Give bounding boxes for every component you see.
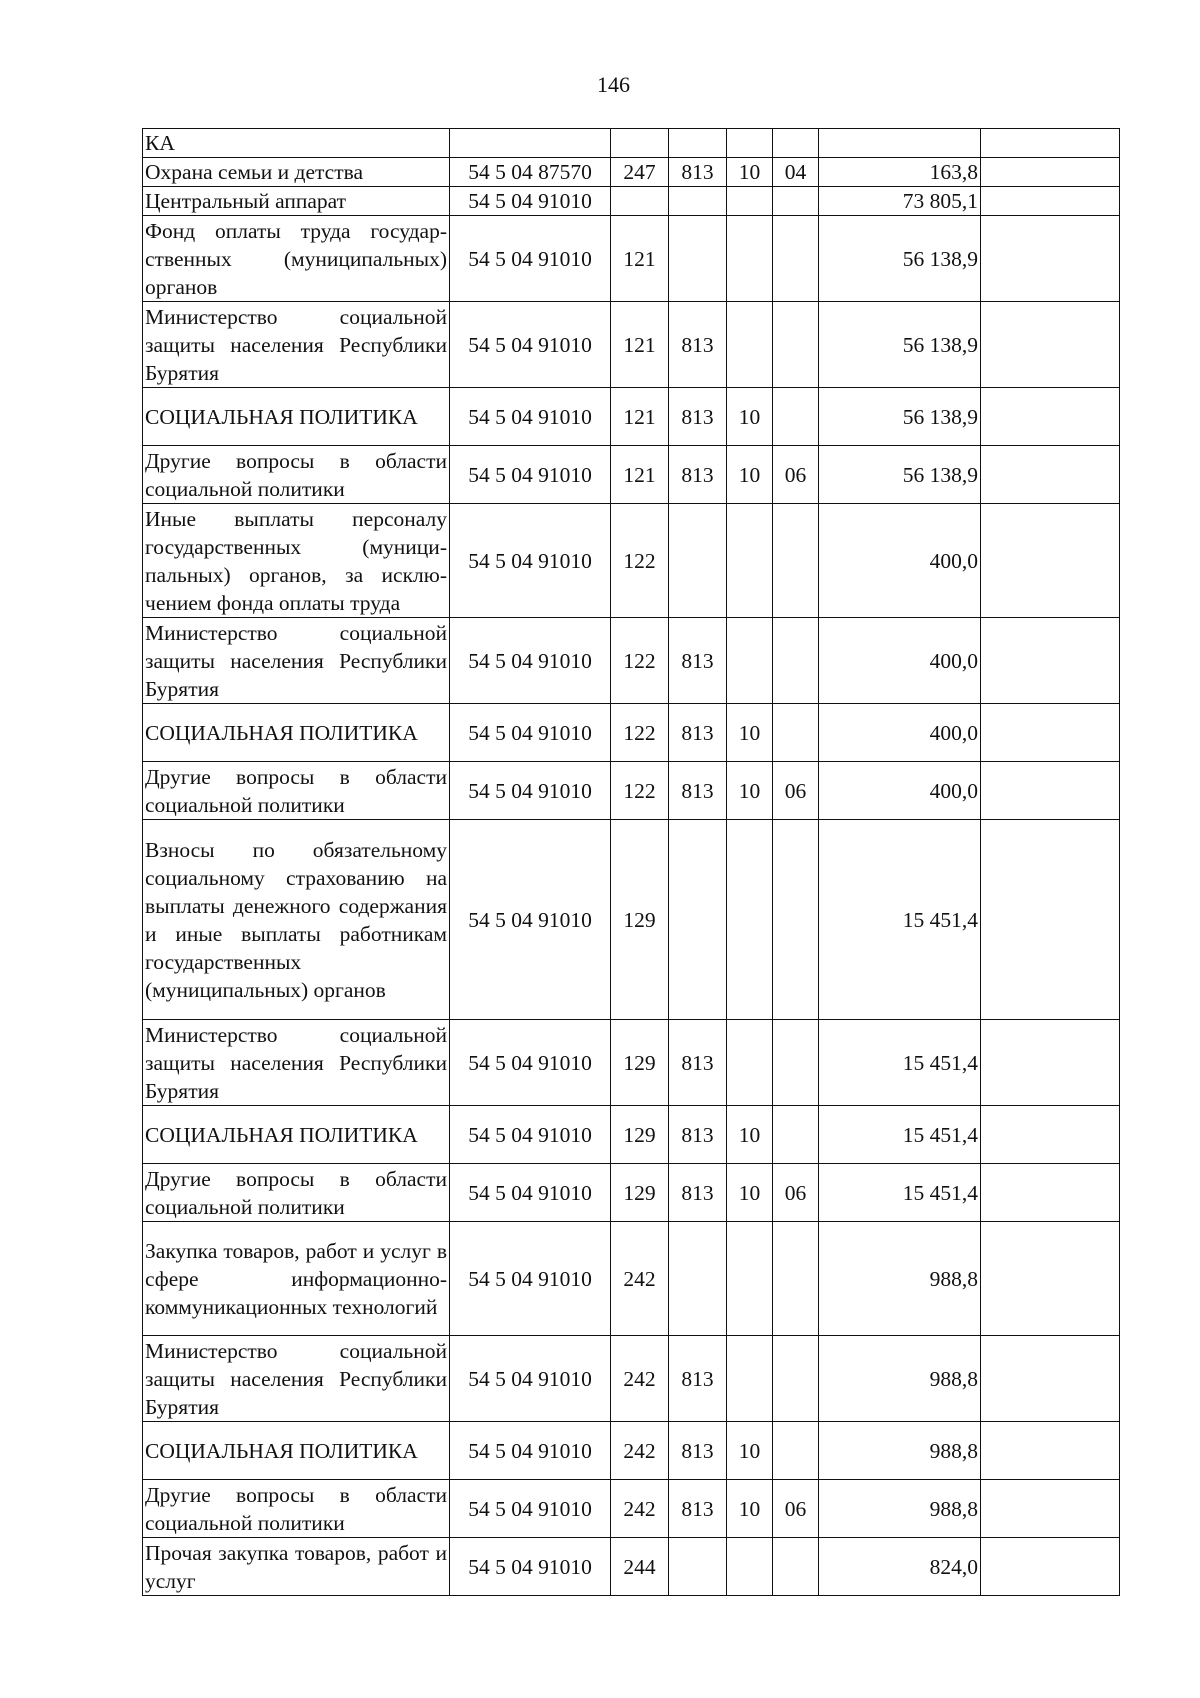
- empty-cell: [981, 820, 1120, 1020]
- empty-cell: [981, 504, 1120, 618]
- target-code-cell: 54 5 04 91010: [450, 762, 611, 820]
- subsection-cell: 06: [773, 446, 819, 504]
- section-cell: 10: [727, 1422, 773, 1480]
- expense-type-cell: [611, 129, 669, 158]
- amount-cell: [819, 129, 981, 158]
- row-name-cell: Министерство социальной защиты населения Республики Бурятия: [143, 1336, 450, 1422]
- empty-cell: [981, 1538, 1120, 1596]
- section-cell: [727, 1538, 773, 1596]
- target-code-cell: 54 5 04 91010: [450, 302, 611, 388]
- target-code-cell: 54 5 04 91010: [450, 446, 611, 504]
- target-code-cell: 54 5 04 91010: [450, 1020, 611, 1106]
- row-name-cell: СОЦИАЛЬНАЯ ПОЛИТИКА: [143, 1422, 450, 1480]
- table-row: [143, 820, 1120, 1020]
- empty-cell: [981, 1422, 1120, 1480]
- administrator-code-cell: 813: [669, 1106, 727, 1164]
- section-cell: [727, 1222, 773, 1336]
- expense-type-cell: 129: [611, 1106, 669, 1164]
- administrator-code-cell: 813: [669, 158, 727, 187]
- administrator-code-cell: 813: [669, 302, 727, 388]
- amount-cell: 400,0: [819, 504, 981, 618]
- administrator-code-cell: [669, 1222, 727, 1336]
- target-code-cell: 54 5 04 91010: [450, 1538, 611, 1596]
- empty-cell: [981, 762, 1120, 820]
- empty-cell: [981, 1336, 1120, 1422]
- target-code-cell: 54 5 04 91010: [450, 388, 611, 446]
- section-cell: [727, 504, 773, 618]
- subsection-cell: [773, 216, 819, 302]
- section-cell: 10: [727, 1164, 773, 1222]
- amount-cell: 988,8: [819, 1336, 981, 1422]
- empty-cell: [981, 302, 1120, 388]
- subsection-cell: [773, 1422, 819, 1480]
- administrator-code-cell: 813: [669, 1336, 727, 1422]
- administrator-code-cell: [669, 187, 727, 216]
- target-code-cell: 54 5 04 87570: [450, 158, 611, 187]
- table-row: [143, 216, 1120, 302]
- administrator-code-cell: [669, 1538, 727, 1596]
- empty-cell: [981, 446, 1120, 504]
- amount-cell: 15 451,4: [819, 1164, 981, 1222]
- amount-cell: 56 138,9: [819, 216, 981, 302]
- administrator-code-cell: 813: [669, 618, 727, 704]
- row-name-cell: Взносы по обязательному социальному страхованию на выплаты денежного содержания и иные выплаты работникам государственных (муниципальных) органов: [143, 820, 450, 1020]
- row-name-cell: Прочая закупка товаров, работ и услуг: [143, 1538, 450, 1596]
- table-row: [143, 388, 1120, 446]
- row-name-cell: КА: [143, 129, 450, 158]
- subsection-cell: [773, 618, 819, 704]
- subsection-cell: [773, 1222, 819, 1336]
- budget-table: [142, 128, 1120, 1596]
- amount-cell: 15 451,4: [819, 1106, 981, 1164]
- row-name-cell: Центральный аппарат: [143, 187, 450, 216]
- amount-cell: 56 138,9: [819, 388, 981, 446]
- expense-type-cell: 242: [611, 1222, 669, 1336]
- section-cell: [727, 820, 773, 1020]
- subsection-cell: [773, 1336, 819, 1422]
- amount-cell: 15 451,4: [819, 820, 981, 1020]
- target-code-cell: 54 5 04 91010: [450, 1164, 611, 1222]
- empty-cell: [981, 1106, 1120, 1164]
- amount-cell: 56 138,9: [819, 446, 981, 504]
- subsection-cell: [773, 820, 819, 1020]
- section-cell: [727, 302, 773, 388]
- row-name-cell: СОЦИАЛЬНАЯ ПОЛИТИКА: [143, 1106, 450, 1164]
- row-name-cell: СОЦИАЛЬНАЯ ПОЛИТИКА: [143, 388, 450, 446]
- section-cell: [727, 1336, 773, 1422]
- target-code-cell: 54 5 04 91010: [450, 504, 611, 618]
- expense-type-cell: 242: [611, 1480, 669, 1538]
- target-code-cell: 54 5 04 91010: [450, 820, 611, 1020]
- section-cell: [727, 216, 773, 302]
- expense-type-cell: [611, 187, 669, 216]
- table-row: [143, 1164, 1120, 1222]
- subsection-cell: [773, 704, 819, 762]
- target-code-cell: 54 5 04 91010: [450, 1222, 611, 1336]
- expense-type-cell: 121: [611, 302, 669, 388]
- administrator-code-cell: 813: [669, 704, 727, 762]
- administrator-code-cell: [669, 504, 727, 618]
- expense-type-cell: 129: [611, 1164, 669, 1222]
- target-code-cell: 54 5 04 91010: [450, 704, 611, 762]
- amount-cell: 988,8: [819, 1422, 981, 1480]
- amount-cell: 56 138,9: [819, 302, 981, 388]
- table-row: [143, 129, 1120, 158]
- amount-cell: 988,8: [819, 1480, 981, 1538]
- subsection-cell: 06: [773, 1480, 819, 1538]
- subsection-cell: 04: [773, 158, 819, 187]
- target-code-cell: [450, 129, 611, 158]
- section-cell: 10: [727, 762, 773, 820]
- empty-cell: [981, 1020, 1120, 1106]
- row-name-cell: СОЦИАЛЬНАЯ ПОЛИТИКА: [143, 704, 450, 762]
- table-row: [143, 158, 1120, 187]
- subsection-cell: 06: [773, 762, 819, 820]
- row-name-cell: Иные выплаты персоналу государственных (муниципальных) органов, за исключением фонда оплаты труда: [143, 504, 450, 618]
- target-code-cell: 54 5 04 91010: [450, 1480, 611, 1538]
- table-row: [143, 1222, 1120, 1336]
- row-name-cell: Министерство социальной защиты населения Республики Бурятия: [143, 302, 450, 388]
- expense-type-cell: 122: [611, 618, 669, 704]
- amount-cell: 15 451,4: [819, 1020, 981, 1106]
- administrator-code-cell: 813: [669, 446, 727, 504]
- row-name-cell: Другие вопросы в области социальной политики: [143, 446, 450, 504]
- empty-cell: [981, 1480, 1120, 1538]
- expense-type-cell: 122: [611, 504, 669, 618]
- empty-cell: [981, 129, 1120, 158]
- table-row: [143, 618, 1120, 704]
- row-name-cell: Другие вопросы в области социальной политики: [143, 762, 450, 820]
- table-row: [143, 704, 1120, 762]
- amount-cell: 73 805,1: [819, 187, 981, 216]
- subsection-cell: [773, 1538, 819, 1596]
- subsection-cell: [773, 129, 819, 158]
- section-cell: [727, 187, 773, 216]
- expense-type-cell: 121: [611, 446, 669, 504]
- table-row: [143, 762, 1120, 820]
- section-cell: 10: [727, 1106, 773, 1164]
- empty-cell: [981, 187, 1120, 216]
- administrator-code-cell: 813: [669, 1020, 727, 1106]
- target-code-cell: 54 5 04 91010: [450, 618, 611, 704]
- section-cell: 10: [727, 446, 773, 504]
- table-row: [143, 504, 1120, 618]
- section-cell: [727, 618, 773, 704]
- table-row: [143, 1336, 1120, 1422]
- target-code-cell: 54 5 04 91010: [450, 1336, 611, 1422]
- section-cell: [727, 1020, 773, 1106]
- row-name-cell: Охрана семьи и детства: [143, 158, 450, 187]
- amount-cell: 400,0: [819, 704, 981, 762]
- administrator-code-cell: 813: [669, 388, 727, 446]
- expense-type-cell: 242: [611, 1336, 669, 1422]
- page-number: 146: [597, 72, 630, 97]
- row-name-cell: Закупка товаров, работ и услуг в сфере информационно-коммуникационных технологий: [143, 1222, 450, 1336]
- expense-type-cell: 244: [611, 1538, 669, 1596]
- subsection-cell: [773, 1106, 819, 1164]
- subsection-cell: [773, 504, 819, 618]
- empty-cell: [981, 216, 1120, 302]
- administrator-code-cell: 813: [669, 1164, 727, 1222]
- empty-cell: [981, 1222, 1120, 1336]
- table-row: [143, 1480, 1120, 1538]
- section-cell: 10: [727, 388, 773, 446]
- row-name-cell: Министерство социальной защиты населения Республики Бурятия: [143, 1020, 450, 1106]
- subsection-cell: [773, 388, 819, 446]
- row-name-cell: Министерство социальной защиты населения Республики Бурятия: [143, 618, 450, 704]
- administrator-code-cell: 813: [669, 762, 727, 820]
- subsection-cell: [773, 187, 819, 216]
- administrator-code-cell: 813: [669, 1480, 727, 1538]
- empty-cell: [981, 704, 1120, 762]
- expense-type-cell: 129: [611, 820, 669, 1020]
- administrator-code-cell: 813: [669, 1422, 727, 1480]
- target-code-cell: 54 5 04 91010: [450, 187, 611, 216]
- administrator-code-cell: [669, 216, 727, 302]
- section-cell: 10: [727, 158, 773, 187]
- subsection-cell: [773, 1020, 819, 1106]
- expense-type-cell: 121: [611, 388, 669, 446]
- table-row: [143, 302, 1120, 388]
- table-row: [143, 1422, 1120, 1480]
- expense-type-cell: 247: [611, 158, 669, 187]
- row-name-cell: Другие вопросы в области социальной политики: [143, 1164, 450, 1222]
- amount-cell: 988,8: [819, 1222, 981, 1336]
- target-code-cell: 54 5 04 91010: [450, 1106, 611, 1164]
- amount-cell: 163,8: [819, 158, 981, 187]
- row-name-cell: Фонд оплаты труда государственных (муниципальных) органов: [143, 216, 450, 302]
- section-cell: 10: [727, 1480, 773, 1538]
- subsection-cell: [773, 302, 819, 388]
- empty-cell: [981, 388, 1120, 446]
- section-cell: 10: [727, 704, 773, 762]
- table-body: [143, 129, 1120, 1596]
- table-row: [143, 446, 1120, 504]
- expense-type-cell: 242: [611, 1422, 669, 1480]
- table-row: [143, 1538, 1120, 1596]
- amount-cell: 824,0: [819, 1538, 981, 1596]
- amount-cell: 400,0: [819, 618, 981, 704]
- expense-type-cell: 122: [611, 704, 669, 762]
- row-name-cell: Другие вопросы в области социальной политики: [143, 1480, 450, 1538]
- target-code-cell: 54 5 04 91010: [450, 216, 611, 302]
- expense-type-cell: 122: [611, 762, 669, 820]
- empty-cell: [981, 1164, 1120, 1222]
- table-row: [143, 1020, 1120, 1106]
- subsection-cell: 06: [773, 1164, 819, 1222]
- table-row: [143, 187, 1120, 216]
- expense-type-cell: 129: [611, 1020, 669, 1106]
- administrator-code-cell: [669, 820, 727, 1020]
- administrator-code-cell: [669, 129, 727, 158]
- table-row: [143, 1106, 1120, 1164]
- empty-cell: [981, 158, 1120, 187]
- amount-cell: 400,0: [819, 762, 981, 820]
- empty-cell: [981, 618, 1120, 704]
- expense-type-cell: 121: [611, 216, 669, 302]
- target-code-cell: 54 5 04 91010: [450, 1422, 611, 1480]
- section-cell: [727, 129, 773, 158]
